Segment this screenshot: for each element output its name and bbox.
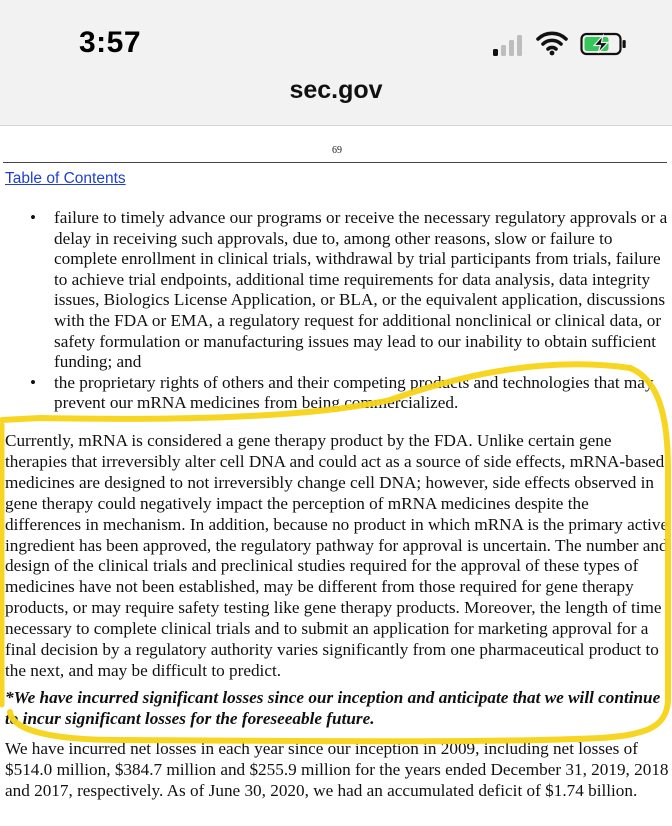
bullet-item — [0, 373, 672, 414]
battery-charging-icon — [580, 32, 628, 56]
bullet-item — [0, 208, 672, 373]
paragraph-net-losses: We have incurred net losses in each year since our inception in 2009, including net losses of $514.0 million, $384.7 million and $255.9 million for the years ended December 31, 2019, 2018 and 2017, respectively. As of June 30, 2020, we had an accumulated deficit of $1.74 billion. — [5, 739, 669, 800]
header-rule — [3, 162, 667, 163]
bullet-text: failure to timely advance our programs or receive the necessary regulatory approvals or a delay in receiving such approvals, due to, among other reasons, slow or failure to complete enrollment in clinical trials, withdrawal by trial participants from trials, failure to achieve trial endpoints, additional time requirements for data analysis, data integrity issues, Biologics License Application, or BLA, or the equivalent application, discussions with the FDA or EMA, a regulatory request for additional nonclinical or clinical data, or safety formulation or manufacturing issues may lead to our inability to obtain sufficient funding; and — [54, 208, 668, 372]
page-number: 69 — [332, 145, 342, 156]
bullet-text: the proprietary rights of others and their competing products and technologies that may prevent our mRNA medicines from being commercialized. — [54, 372, 654, 413]
bullet-dot-icon: • — [30, 208, 37, 227]
risk-heading: *We have incurred significant losses since our inception and anticipate that we will continue to incur significant losses for the foreseeable future. — [5, 688, 661, 728]
wifi-icon — [536, 30, 568, 56]
bullet-dot-icon: • — [30, 372, 37, 392]
address-bar-url[interactable]: sec.gov — [289, 76, 383, 104]
table-of-contents-link[interactable]: Table of Contents — [5, 170, 126, 187]
cellular-signal-icon — [493, 34, 525, 56]
bullet-list — [0, 208, 672, 414]
status-time: 3:57 — [79, 26, 142, 59]
paragraph-mrna-regulation: Currently, mRNA is considered a gene therapy product by the FDA. Unlike certain gene therapies that irreversibly alter cell DNA and could act as a source of side effects, mRNA-based medicines are designed to not irreversibly change cell DNA; however, side effects observed in gene therapy could negatively impact the perception of mRNA medicines despite the differences in mechanism. In addition, because no product in which mRNA is the primary active ingredient has been approved, the regulatory pathway for approval is uncertain. The number and design of the clinical trials and preclinical studies required for the approval of these types of medicines have not been established, may be different from those required for gene therapy products, or may require safety testing like gene therapy products. Moreover, the length of time necessary to complete clinical trials and to submit an application for marketing approval for a final decision by a regulatory authority varies significantly from one pharmaceutical product to the next, and may be difficult to predict. — [5, 431, 669, 680]
browser-chrome — [0, 0, 672, 126]
